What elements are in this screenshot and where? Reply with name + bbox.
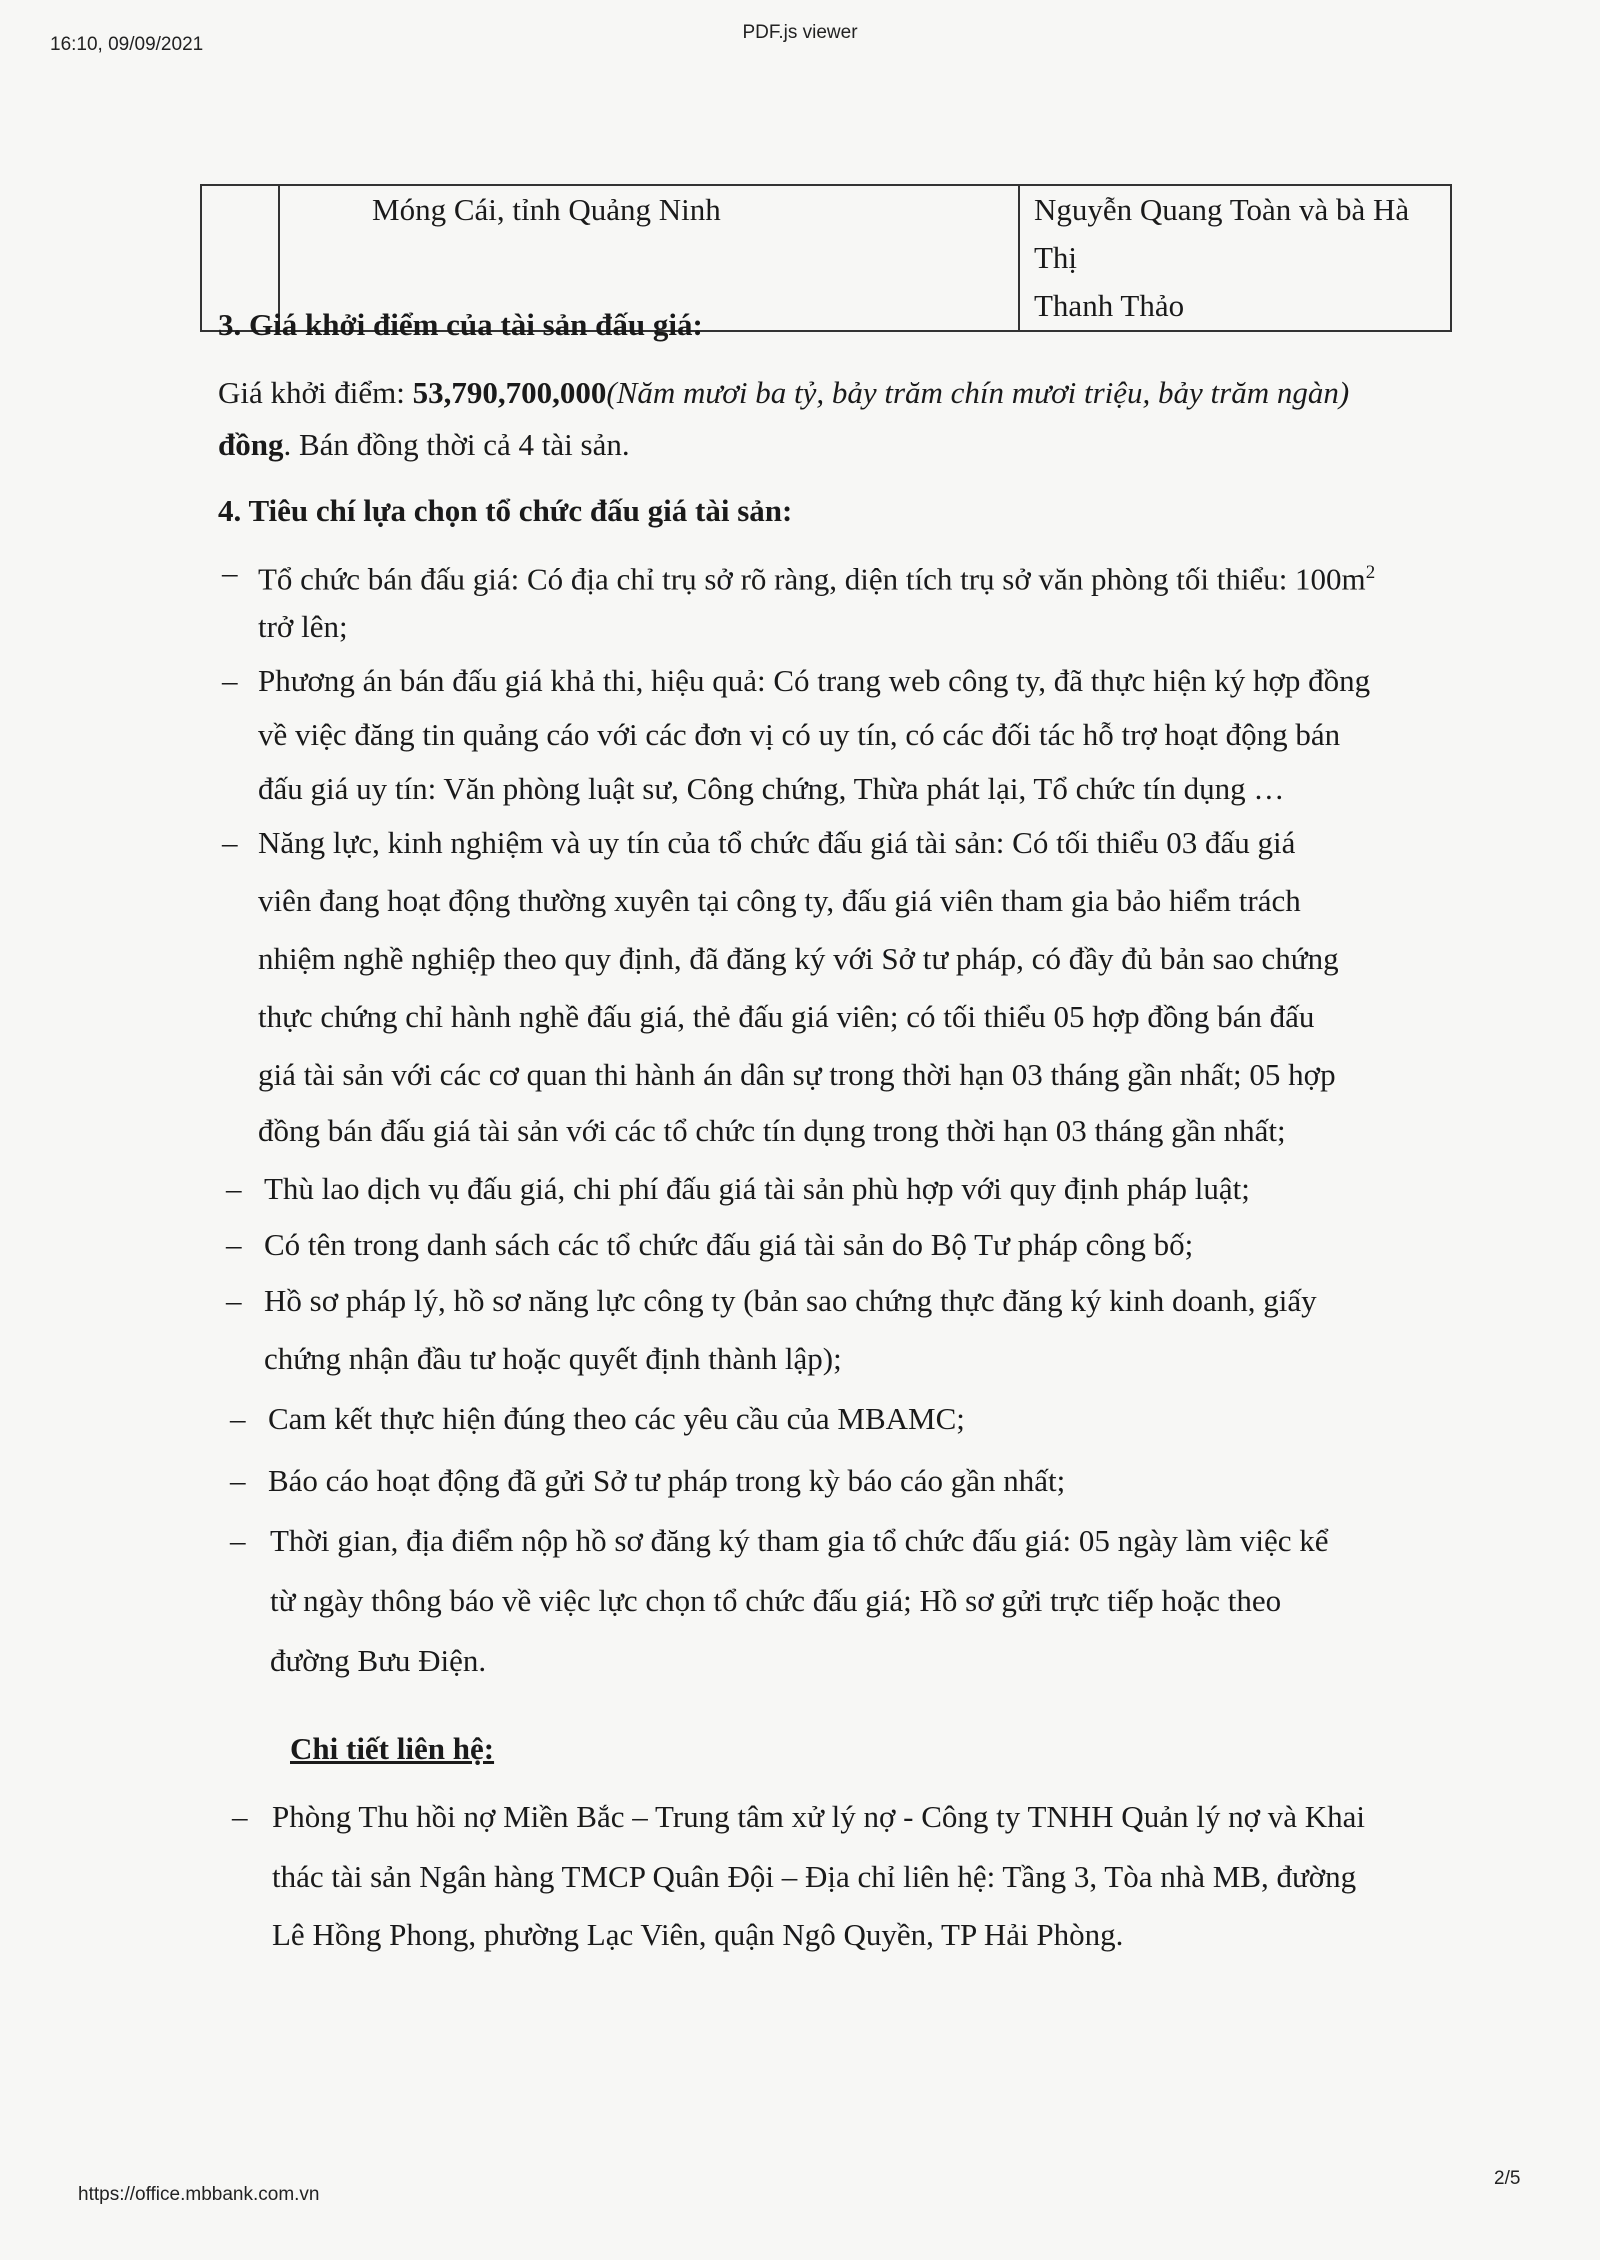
dash: – bbox=[226, 1283, 242, 1318]
criteria-deadline-line-2: từ ngày thông báo về việc lực chọn tổ chức đấu giá; Hồ sơ gửi trực tiếp hoặc theo bbox=[270, 1583, 1282, 1618]
starting-price-amount: 53,790,700,000 bbox=[412, 375, 607, 410]
criteria-capacity-line-5: giá tài sản với các cơ quan thi hành án dân sự trong thời hạn 03 tháng gần nhất; 05 hợp bbox=[258, 1057, 1336, 1092]
table-cell-owner bbox=[1019, 185, 1451, 331]
dash: – bbox=[230, 1523, 246, 1558]
criteria-plan-line-3: đấu giá uy tín: Văn phòng luật sư, Công chứng, Thừa phát lại, Tổ chức tín dụng … bbox=[258, 771, 1285, 806]
section-3-heading: 3. Giá khởi điểm của tài sản đấu giá: bbox=[218, 307, 703, 342]
contact-line-1: Phòng Thu hồi nợ Miền Bắc – Trung tâm xử lý nợ - Công ty TNHH Quản lý nợ và Khai bbox=[272, 1799, 1365, 1834]
starting-price-label: Giá khởi điểm: bbox=[218, 375, 413, 410]
contact-line-3: Lê Hồng Phong, phường Lạc Viên, quận Ngô Quyền, TP Hải Phòng. bbox=[272, 1917, 1124, 1952]
criteria-capacity-line-4: thực chứng chỉ hành nghề đấu giá, thẻ đấu giá viên; có tối thiểu 05 hợp đồng bán đấu bbox=[258, 999, 1315, 1034]
print-title: PDF.js viewer bbox=[742, 22, 858, 43]
dash: – bbox=[222, 555, 238, 590]
page-url: https://office.mbbank.com.vn bbox=[78, 2184, 320, 2205]
dash: – bbox=[232, 1799, 248, 1834]
criteria-capacity-line-6: đồng bán đấu giá tài sản với các tổ chức tín dụng trong thời hạn 03 tháng gần nhất; bbox=[258, 1113, 1286, 1148]
criteria-deadline-line-3: đường Bưu Điện. bbox=[270, 1643, 487, 1678]
criteria-report: Báo cáo hoạt động đã gửi Sở tư pháp trong kỳ báo cáo gần nhất; bbox=[268, 1463, 1066, 1498]
criteria-legal-line-1: Hồ sơ pháp lý, hồ sơ năng lực công ty (bản sao chứng thực đăng ký kinh doanh, giấy bbox=[264, 1283, 1317, 1318]
contact-line-2: thác tài sản Ngân hàng TMCP Quân Đội – Địa chỉ liên hệ: Tầng 3, Tòa nhà MB, đường bbox=[272, 1859, 1357, 1894]
criteria-capacity-line-2: viên đang hoạt động thường xuyên tại công ty, đấu giá viên tham gia bảo hiểm trách bbox=[258, 883, 1301, 918]
criteria-office-line-1: Tổ chức bán đấu giá: Có địa chỉ trụ sở rõ ràng, diện tích trụ sở văn phòng tối thiểu: $100m^2$ bbox=[258, 561, 1376, 597]
criteria-plan-line-1: Phương án bán đấu giá khả thi, hiệu quả: Có trang web công ty, đã thực hiện ký hợp đồng bbox=[258, 663, 1371, 698]
page-number: 2/5 bbox=[1494, 2168, 1521, 2189]
dash: – bbox=[222, 825, 238, 860]
starting-price-line bbox=[218, 368, 1349, 418]
dash: – bbox=[226, 1227, 242, 1262]
criteria-commitment: Cam kết thực hiện đúng theo các yêu cầu của MBAMC; bbox=[268, 1401, 965, 1436]
criteria-deadline-line-1: Thời gian, địa điểm nộp hồ sơ đăng ký tham gia tổ chức đấu giá: 05 ngày làm việc kể bbox=[270, 1523, 1329, 1558]
criteria-capacity-line-3: nhiệm nghề nghiệp theo quy định, đã đăng ký với Sở tư pháp, có đầy đủ bản sao chứng bbox=[258, 941, 1339, 976]
dash: – bbox=[222, 663, 238, 698]
owner-line-1: Nguyễn Quang Toàn và bà Hà Thị bbox=[1034, 192, 1410, 275]
criteria-office-line-2: trở lên; bbox=[258, 609, 348, 644]
owner-line-2: Thanh Thảo bbox=[1034, 288, 1185, 323]
section-4-heading: 4. Tiêu chí lựa chọn tổ chức đấu giá tài sản: bbox=[218, 493, 793, 528]
criteria-legal-line-2: chứng nhận đầu tư hoặc quyết định thành lập); bbox=[264, 1341, 842, 1376]
criteria-plan-line-2: về việc đăng tin quảng cáo với các đơn vị có uy tín, có các đối tác hỗ trợ hoạt động bán bbox=[258, 717, 1341, 752]
dash: – bbox=[230, 1401, 246, 1436]
criteria-capacity-line-1: Năng lực, kinh nghiệm và uy tín của tổ chức đấu giá tài sản: Có tối thiểu 03 đấu giá bbox=[258, 825, 1296, 860]
print-datetime: 16:10, 09/09/2021 bbox=[50, 34, 204, 55]
currency-unit: đồng bbox=[218, 427, 284, 462]
starting-price-note bbox=[218, 420, 630, 470]
table-cell-location: Móng Cái, tỉnh Quảng Ninh bbox=[279, 185, 1019, 331]
sale-note: . Bán đồng thời cả 4 tài sản. bbox=[283, 427, 630, 462]
criteria-fee: Thù lao dịch vụ đấu giá, chi phí đấu giá tài sản phù hợp với quy định pháp luật; bbox=[264, 1171, 1250, 1206]
dash: – bbox=[226, 1171, 242, 1206]
contact-heading: Chi tiết liên hệ: bbox=[290, 1731, 495, 1766]
starting-price-words: (Năm mươi ba tỷ, bảy trăm chín mươi triệu, bảy trăm ngàn) bbox=[606, 375, 1350, 410]
superscript: 2 bbox=[1365, 562, 1376, 583]
criteria-registry: Có tên trong danh sách các tổ chức đấu giá tài sản do Bộ Tư pháp công bố; bbox=[264, 1227, 1194, 1262]
dash: – bbox=[230, 1463, 246, 1498]
